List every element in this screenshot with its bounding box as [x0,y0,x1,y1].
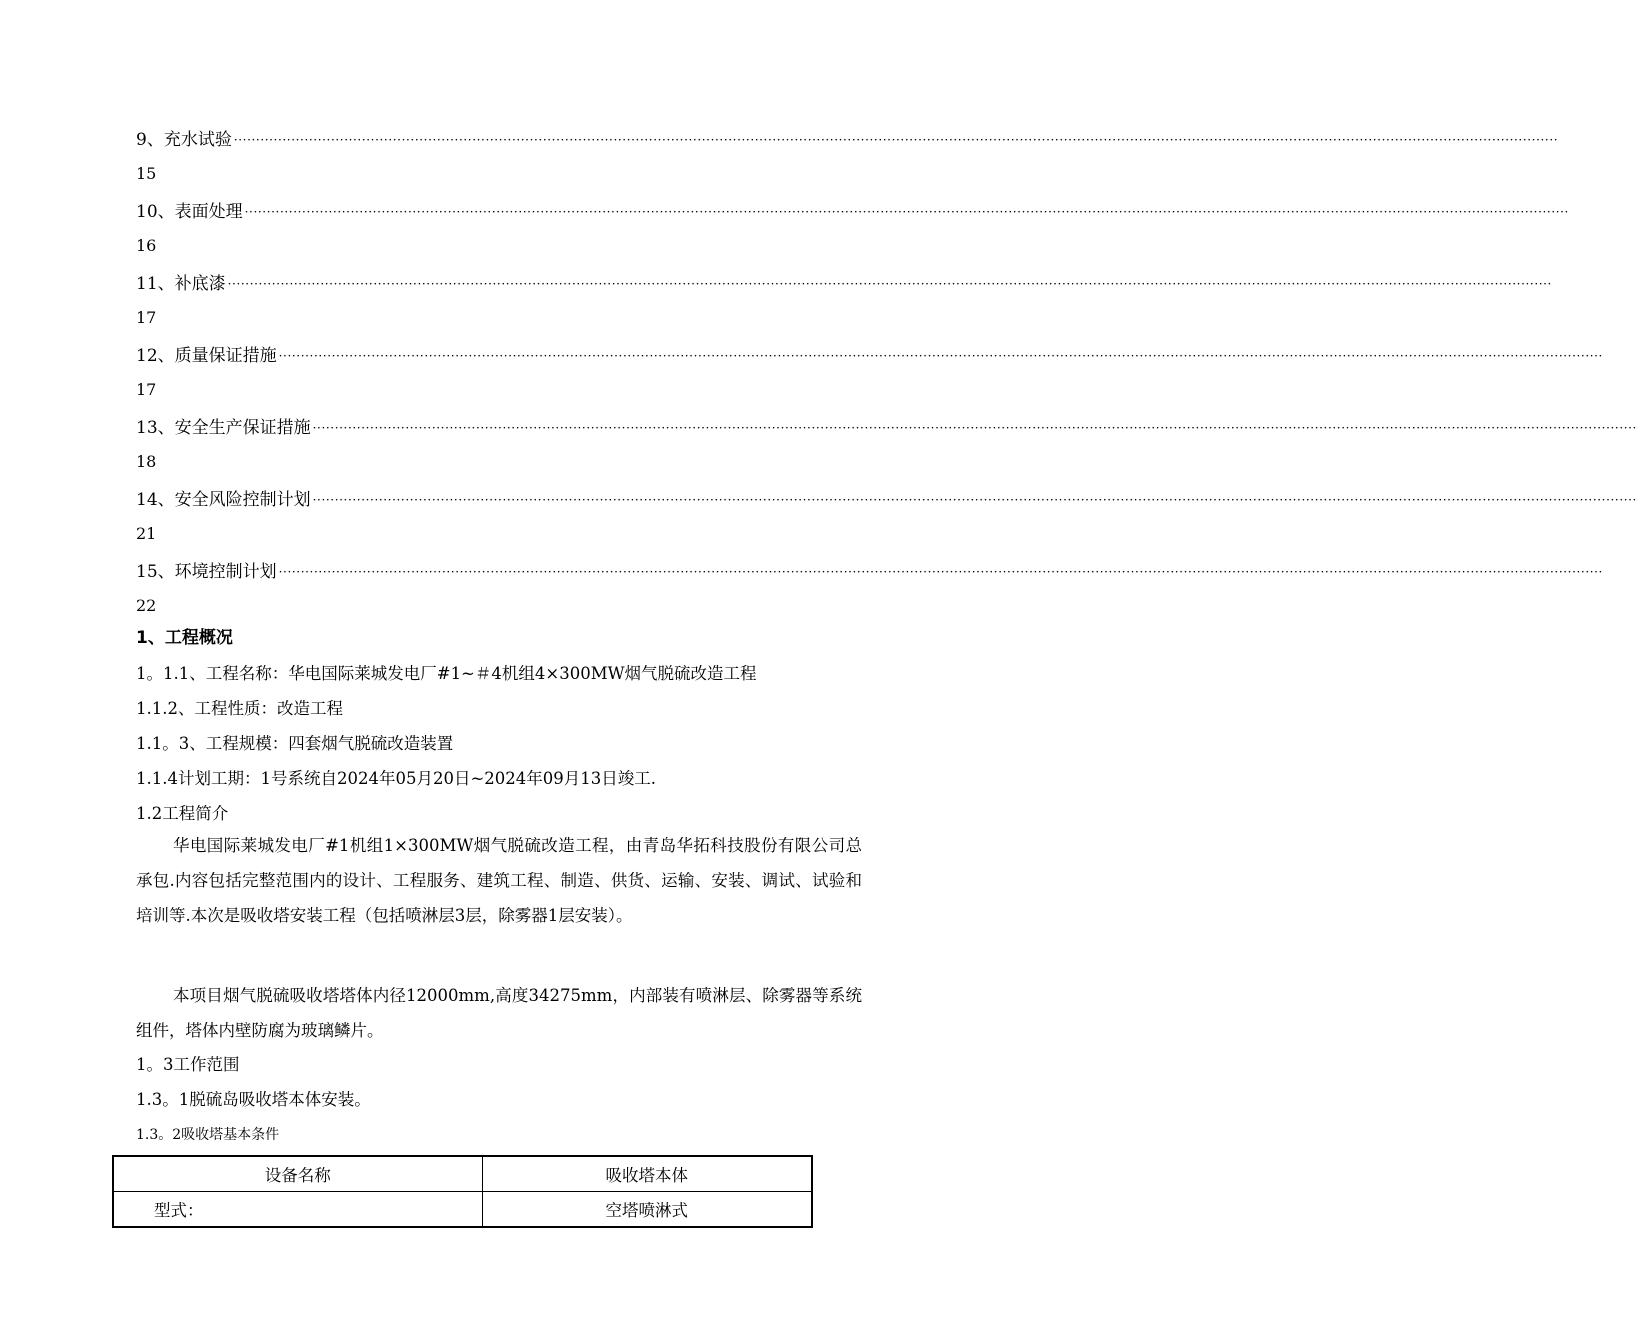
toc-page-number: 22 [136,596,157,615]
toc-dot-leader: ············································································································································································································································································································ [227,277,1552,291]
toc-entry-label: 10、表面处理 [136,202,243,222]
toc-entry[interactable] [136,554,1603,626]
toc-page-number: 21 [136,524,157,543]
table-cell: 吸收塔本体 [482,1156,812,1192]
toc-dot-leader: ············································································································································································································································································································ [278,349,1603,363]
toc-dot-leader: ············································································································································································································································································································ [278,565,1603,579]
toc-entry-label: 11、补底漆 [136,274,226,294]
toc-entry[interactable] [136,482,1637,554]
absorber-conditions-table [112,1155,813,1228]
toc-entry[interactable] [136,338,1603,410]
toc-dot-leader: ············································································································································································································································································································ [233,133,1559,147]
section-heading: 1、工程概况 [136,628,233,648]
toc-page-number: 15 [136,164,157,183]
toc-entry[interactable] [136,266,1552,338]
project-scale-line: 1.1。3、工程规模：四套烟气脱硫改造装置 [136,734,454,753]
toc-page-number: 18 [136,452,157,471]
table-caption: 1.3。2吸收塔基本条件 [136,1127,280,1143]
toc-dot-leader: ············································································································································································································································································································ [312,421,1637,435]
absorber-description-paragraph: 本项目烟气脱硫吸收塔塔体内径12000mm,高度34275mm，内部装有喷淋层、除雾器等系统组件，塔体内壁防腐为玻璃鳞片。 [136,986,862,1040]
project-name-line: 1。1.1、工程名称：华电国际莱城发电厂#1~＃4机组4×300MW烟气脱硫改造工程 [136,664,757,683]
table-row [113,1156,812,1192]
table-cell: 型式： [113,1192,482,1228]
toc-entry-label: 13、安全生产保证措施 [136,418,311,438]
toc-entry-label: 9、充水试验 [136,130,232,150]
toc-page-number: 17 [136,380,157,399]
scope-heading: 1。3工作范围 [136,1055,240,1074]
toc-page-number: 17 [136,308,157,327]
toc-dot-leader: ············································································································································································································································································································ [244,205,1569,219]
toc-dot-leader: ············································································································································································································································································································ [312,493,1637,507]
toc-entry-label: 14、安全风险控制计划 [136,490,311,510]
toc-page-number: 16 [136,236,157,255]
toc-entry[interactable] [136,410,1637,482]
table-row [113,1192,812,1228]
table-cell: 空塔喷淋式 [482,1192,812,1228]
table-of-contents [136,122,1637,626]
toc-entry[interactable] [136,194,1569,266]
project-schedule-line: 1.1.4计划工期：1号系统自2024年05月20日~2024年09月13日竣工. [136,769,657,788]
project-nature-line: 1.1.2、工程性质：改造工程 [136,699,343,718]
toc-entry-label: 12、质量保证措施 [136,346,277,366]
toc-entry[interactable] [136,122,1559,194]
toc-entry-label: 15、环境控制计划 [136,562,277,582]
scope-item: 1.3。1脱硫岛吸收塔本体安装。 [136,1090,371,1109]
table-cell: 设备名称 [113,1156,482,1192]
project-intro-heading: 1.2工程简介 [136,804,229,823]
project-intro-paragraph: 华电国际莱城发电厂#1机组1×300MW烟气脱硫改造工程，由青岛华拓科技股份有限公司总承包.内容包括完整范围内的设计、工程服务、建筑工程、制造、供货、运输、安装、调试、试验和培训等.本次是吸收塔安装工程（包括喷淋层3层，除雾器1层安装）。 [136,836,862,925]
